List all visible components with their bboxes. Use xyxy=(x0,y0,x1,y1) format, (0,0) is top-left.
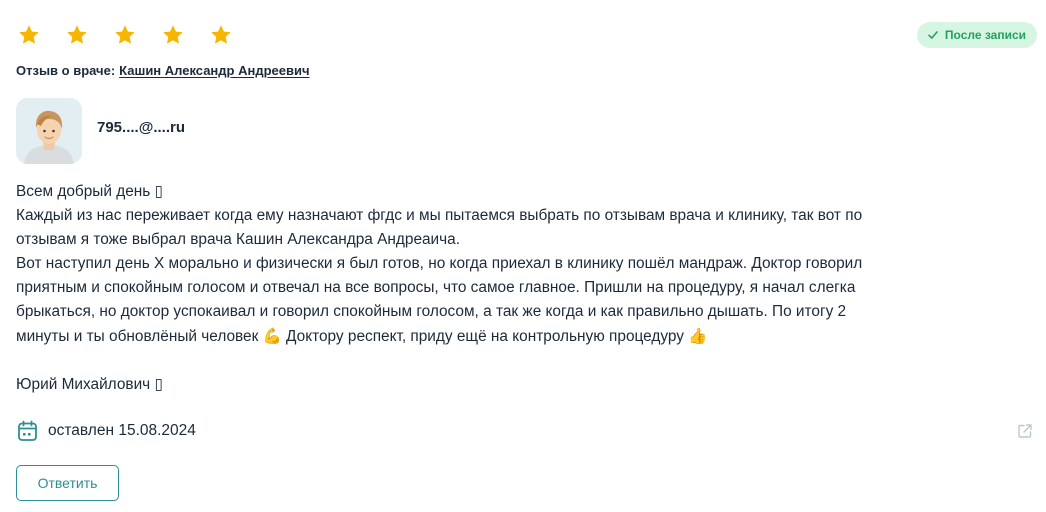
calendar-icon xyxy=(17,420,38,442)
check-icon xyxy=(927,29,939,41)
review-line: минуты и ты обновлёный человек 💪 Доктору респект, приду ещё на контрольную процедуру 👍 xyxy=(16,327,708,345)
review-line: Вот наступил день Х морально и физически я был готов, но когда приехал в клинику пошёл мандраж. Доктор говорил xyxy=(16,255,863,273)
star-icon xyxy=(161,23,185,47)
star-icon xyxy=(209,23,233,47)
badge-label: После записи xyxy=(944,28,1026,42)
doctor-prefix: Отзыв о враче: xyxy=(16,63,116,78)
review-date: оставлен 15.08.2024 xyxy=(48,422,196,439)
review-date-row xyxy=(17,420,196,442)
star-icon xyxy=(17,23,41,47)
review-line: Каждый из нас переживает когда ему назначают фгдс и мы пытаемся выбрать по отзывам врача и клинику, так вот по xyxy=(16,207,863,225)
review-text xyxy=(16,180,1031,397)
review-line: Всем добрый день ▯ xyxy=(16,183,164,200)
reply-button[interactable]: Ответить xyxy=(16,465,119,501)
review-line: брыкаться, но доктор успокаивал и говорил спокойным голосом, а так же когда и как правильно дышать. По итогу 2 xyxy=(16,303,847,321)
male-avatar-icon xyxy=(16,98,82,164)
review-line: отзывам я тоже выбрал врача Кашин Александра Андреаича. xyxy=(16,231,461,249)
star-icon xyxy=(113,23,137,47)
star-icon xyxy=(65,23,89,47)
doctor-name-link[interactable]: Кашин Александр Андреевич xyxy=(119,63,310,78)
review-signature: Юрий Михайлович ▯ xyxy=(16,375,163,393)
external-link-icon[interactable] xyxy=(1017,423,1033,439)
after-appointment-badge xyxy=(917,22,1037,48)
rating-stars xyxy=(17,23,233,47)
review-blank-line xyxy=(16,349,1031,373)
author-email: 795....@....ru xyxy=(97,119,185,136)
doctor-line xyxy=(16,63,310,78)
avatar xyxy=(16,98,82,164)
review-line: приятным и спокойным голосом и отвечал на все вопросы, что самое главное. Пришли на процедуру, я начал слегка xyxy=(16,279,856,297)
